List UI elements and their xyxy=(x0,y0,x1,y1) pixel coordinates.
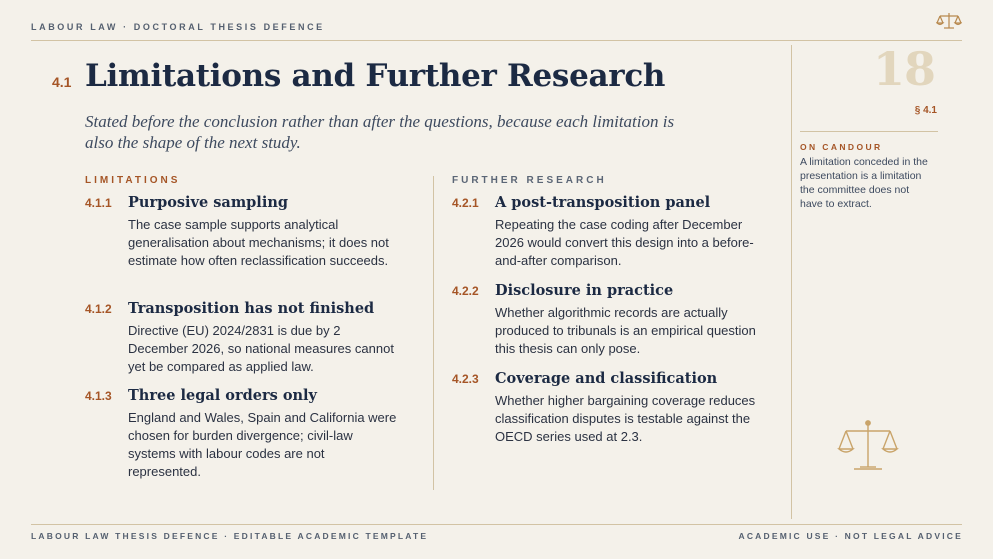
limitation-item xyxy=(85,194,405,294)
item-number: 4.1.3 xyxy=(85,389,112,403)
header-eyebrow: LABOUR LAW · DOCTORAL THESIS DEFENCE xyxy=(31,22,325,32)
footer-left: LABOUR LAW THESIS DEFENCE · EDITABLE ACADEMIC TEMPLATE xyxy=(31,531,429,541)
page-number: 18 xyxy=(872,42,935,96)
item-number: 4.1.1 xyxy=(85,196,112,210)
sidebar-divider xyxy=(791,45,792,519)
item-title: Disclosure in practice xyxy=(495,282,674,299)
item-body: Whether algorithmic records are actually produced to tribunals is an empirical question this thesis can only pose. xyxy=(495,305,756,356)
research-item xyxy=(452,282,772,362)
research-item xyxy=(452,194,772,274)
sidebar-label: ON CANDOUR xyxy=(800,142,883,152)
header-rule xyxy=(31,40,962,41)
limitation-item xyxy=(85,387,405,487)
scales-of-justice-icon xyxy=(836,419,900,473)
item-title: Transposition has not finished xyxy=(128,300,375,317)
item-body: The case sample supports analytical generalisation about mechanisms; it does not estimate how often reclassification succeeds. xyxy=(128,217,389,268)
column-divider xyxy=(433,176,434,490)
footer-rule xyxy=(31,524,962,525)
footer-right: ACADEMIC USE · NOT LEGAL ADVICE xyxy=(738,531,963,541)
item-body: Repeating the case coding after December 2026 would convert this design into a before-and-after comparison. xyxy=(495,217,754,268)
page-subtitle: Stated before the conclusion rather than after the questions, because each limitation is also the shape of the next study. xyxy=(85,112,675,152)
item-body: England and Wales, Spain and California were chosen for burden divergence; civil-law systems with labour codes are not represented. xyxy=(128,410,397,479)
section-ref: § 4.1 xyxy=(914,105,937,116)
item-number: 4.1.2 xyxy=(85,302,112,316)
sidebar-note: A limitation conceded in the presentation is a limitation the committee does not have to extract. xyxy=(800,156,928,210)
item-number: 4.2.2 xyxy=(452,284,479,298)
limitation-item xyxy=(85,300,405,380)
further-research-heading: FURTHER RESEARCH xyxy=(452,175,607,186)
item-title: Purposive sampling xyxy=(128,194,289,211)
scales-of-justice-icon xyxy=(936,11,962,31)
item-title: Coverage and classification xyxy=(495,370,718,387)
research-item xyxy=(452,370,772,450)
page-title: Limitations and Further Research xyxy=(85,58,666,94)
item-number: 4.2.3 xyxy=(452,372,479,386)
limitations-heading: LIMITATIONS xyxy=(85,175,181,186)
item-title: A post-transposition panel xyxy=(495,194,711,211)
section-number: 4.1 xyxy=(52,74,72,90)
item-number: 4.2.1 xyxy=(452,196,479,210)
item-title: Three legal orders only xyxy=(128,387,317,404)
item-body: Directive (EU) 2024/2831 is due by 2 December 2026, so national measures cannot yet be compared as applied law. xyxy=(128,323,394,374)
item-body: Whether higher bargaining coverage reduces classification disputes is testable against the OECD series used at 2.3. xyxy=(495,393,756,444)
sidebar-rule xyxy=(800,131,938,132)
